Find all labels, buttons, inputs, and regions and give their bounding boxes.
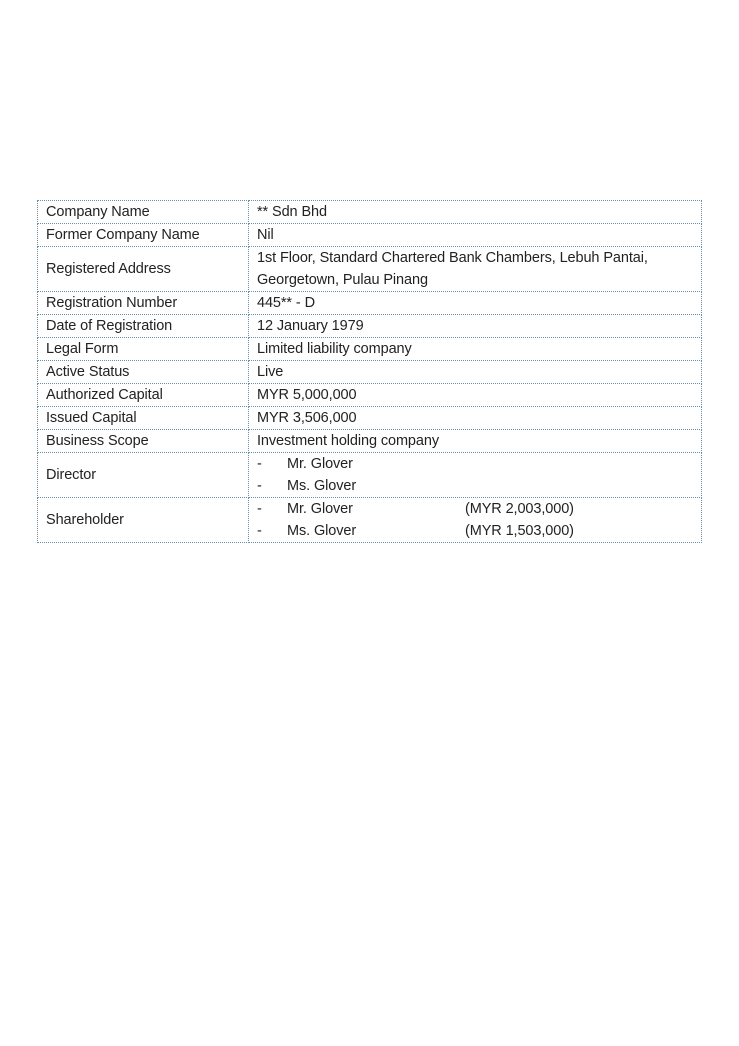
label-date-of-registration: Date of Registration (38, 315, 249, 338)
shareholder-amount: (MYR 1,503,000) (465, 523, 574, 539)
value-business-scope: Investment holding company (249, 430, 702, 453)
shareholder-item (257, 520, 693, 542)
row-shareholder (38, 498, 702, 543)
address-line-2: Georgetown, Pulau Pinang (257, 272, 428, 288)
row-active-status (38, 361, 702, 384)
label-former-company-name: Former Company Name (38, 224, 249, 247)
row-legal-form (38, 338, 702, 361)
label-business-scope: Business Scope (38, 430, 249, 453)
value-registration-number: 445** - D (249, 292, 702, 315)
shareholder-name: Mr. Glover (287, 501, 353, 517)
label-company-name: Company Name (38, 201, 249, 224)
address-line-1: 1st Floor, Standard Chartered Bank Chambers, Lebuh Pantai, (257, 250, 648, 266)
value-company-name: ** Sdn Bhd (249, 201, 702, 224)
company-profile-table (37, 200, 702, 543)
label-registration-number: Registration Number (38, 292, 249, 315)
row-former-company-name (38, 224, 702, 247)
row-company-name (38, 201, 702, 224)
director-name: Mr. Glover (287, 456, 353, 472)
row-registration-number (38, 292, 702, 315)
label-authorized-capital: Authorized Capital (38, 384, 249, 407)
value-registered-address (249, 247, 702, 292)
row-director (38, 453, 702, 498)
shareholder-name: Ms. Glover (287, 523, 357, 539)
row-registered-address (38, 247, 702, 292)
label-issued-capital: Issued Capital (38, 407, 249, 430)
label-registered-address: Registered Address (38, 247, 249, 292)
value-authorized-capital: MYR 5,000,000 (249, 384, 702, 407)
row-date-of-registration (38, 315, 702, 338)
label-director: Director (38, 453, 249, 498)
value-shareholder (249, 498, 702, 543)
list-dash: - (257, 456, 262, 472)
director-item (257, 475, 693, 497)
list-dash: - (257, 501, 262, 517)
director-item (257, 453, 693, 475)
row-issued-capital (38, 407, 702, 430)
row-authorized-capital (38, 384, 702, 407)
label-legal-form: Legal Form (38, 338, 249, 361)
shareholder-amount: (MYR 2,003,000) (465, 501, 574, 517)
label-shareholder: Shareholder (38, 498, 249, 543)
value-date-of-registration: 12 January 1979 (249, 315, 702, 338)
value-director (249, 453, 702, 498)
label-active-status: Active Status (38, 361, 249, 384)
value-issued-capital: MYR 3,506,000 (249, 407, 702, 430)
list-dash: - (257, 523, 262, 539)
director-name: Ms. Glover (287, 478, 357, 494)
value-active-status: Live (249, 361, 702, 384)
value-former-company-name: Nil (249, 224, 702, 247)
list-dash: - (257, 478, 262, 494)
row-business-scope (38, 430, 702, 453)
shareholder-item (257, 498, 693, 520)
value-legal-form: Limited liability company (249, 338, 702, 361)
